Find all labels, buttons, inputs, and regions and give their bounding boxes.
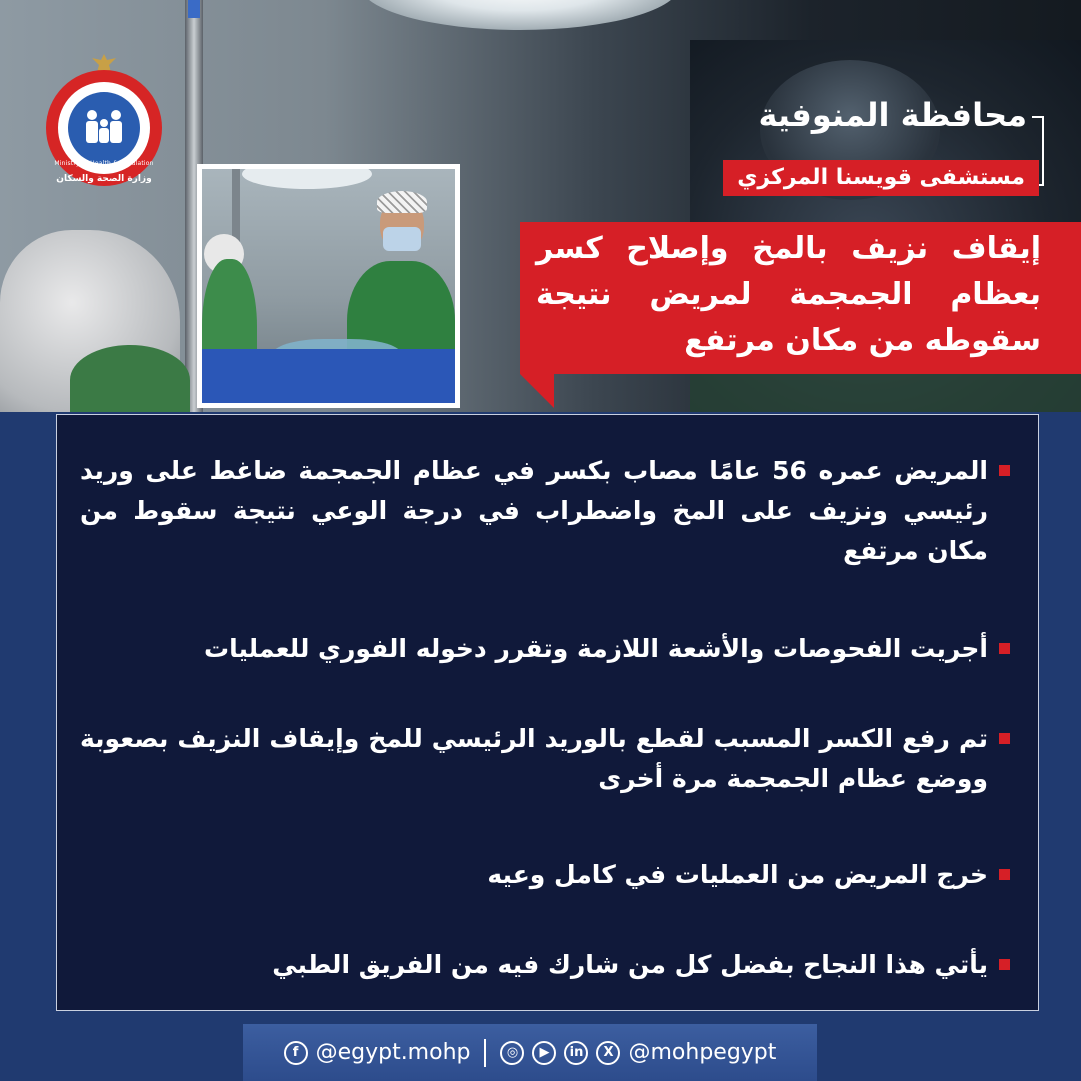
headline-banner: إيقاف نزيف بالمخ وإصلاح كسر بعظام الجمجمة لمريض نتيجة سقوطه من مكان مرتفع <box>520 222 1081 374</box>
divider <box>484 1039 486 1067</box>
surgery-inset-photo <box>197 164 460 408</box>
logo-text-en: Ministry of Health & Population <box>54 160 154 167</box>
bullet-marker <box>999 643 1010 654</box>
content-panel <box>56 414 1039 1011</box>
bullet-item: خرج المريض من العمليات في كامل وعيه <box>80 855 1010 895</box>
bullet-item: المريض عمره 56 عامًا مصاب بكسر في عظام الجمجمة ضاغط على وريد رئيسي ونزيف على المخ واضطراب في درجة الوعي نتيجة سقوط من مكان مرتفع <box>80 451 1010 571</box>
facebook-icon[interactable]: f <box>284 1041 308 1065</box>
x-icon[interactable]: X <box>596 1041 620 1065</box>
hospital-label: مستشفى قويسنا المركزي <box>723 160 1039 196</box>
surgical-lamp <box>360 0 680 30</box>
bullet-marker <box>999 959 1010 970</box>
bullet-item: تم رفع الكسر المسبب لقطع بالوريد الرئيسي للمخ وإيقاف النزيف بصعوبة ووضع عظام الجمجمة مرة أخرى <box>80 719 1010 799</box>
bullet-item: أجريت الفحوصات والأشعة اللازمة وتقرر دخوله الفوري للعمليات <box>80 629 1010 669</box>
instagram-icon[interactable]: ◎ <box>500 1041 524 1065</box>
family-icon <box>82 108 126 146</box>
ministry-logo <box>44 52 164 192</box>
bullet-marker <box>999 869 1010 880</box>
youtube-icon[interactable]: ▶ <box>532 1041 556 1065</box>
social-handle[interactable]: @mohpegypt <box>628 1040 777 1065</box>
bullet-marker <box>999 733 1010 744</box>
social-footer <box>243 1024 817 1081</box>
linkedin-icon[interactable]: in <box>564 1041 588 1065</box>
governorate-title: محافظة المنوفية <box>758 96 1027 134</box>
bullet-marker <box>999 465 1010 476</box>
bullet-item: يأتي هذا النجاح بفضل كل من شارك فيه من الفريق الطبي <box>80 945 1010 985</box>
surgical-drape <box>202 349 455 403</box>
logo-text-ar: وزارة الصحة والسكان <box>56 174 152 184</box>
facebook-handle[interactable]: @egypt.mohp <box>315 1040 471 1065</box>
